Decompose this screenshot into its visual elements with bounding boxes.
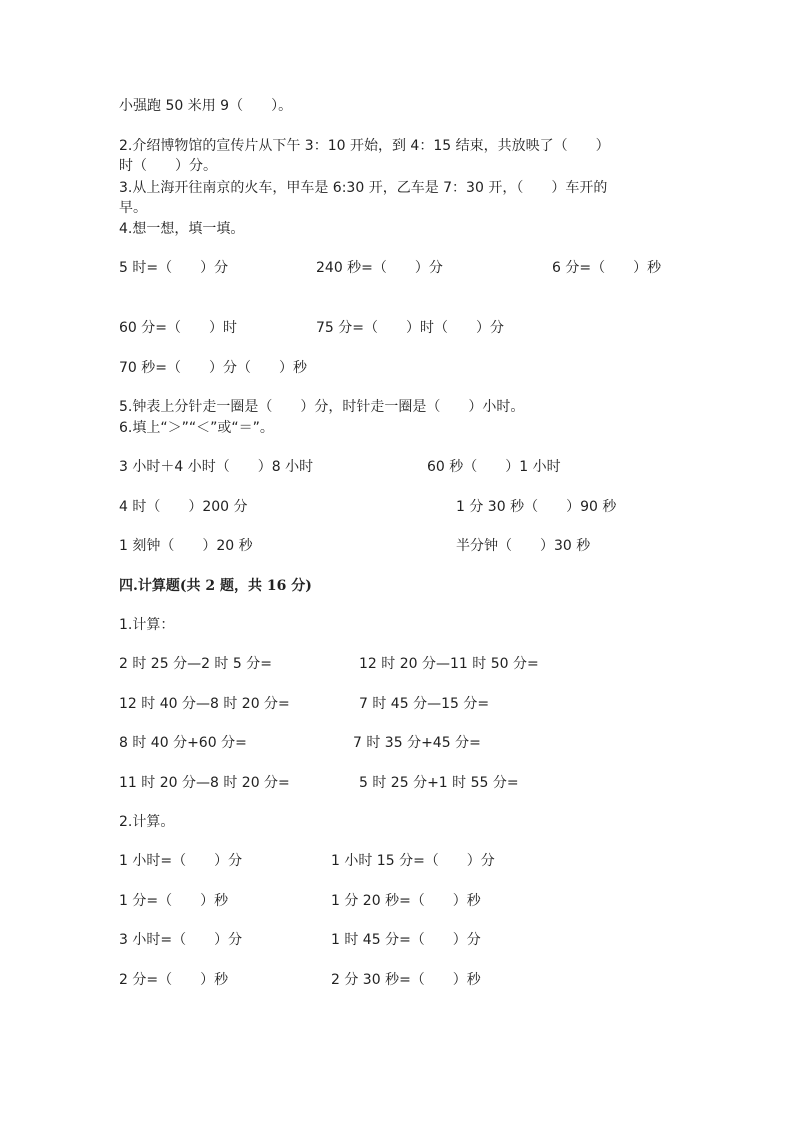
- q6-title: 6.填上“＞”“＜”或“＝”。: [119, 420, 274, 436]
- q6-item: 1 刻钟（ ）20 秒: [119, 538, 253, 554]
- calc1-item: 2 时 25 分—2 时 5 分=: [119, 656, 272, 672]
- q4-title: 4.想一想，填一填。: [119, 221, 245, 237]
- q4-item: 5 时=（ ）分: [119, 260, 229, 276]
- calc1-item: 7 时 35 分+45 分=: [353, 735, 481, 751]
- q4-item: 70 秒=（ ）分（ ）秒: [119, 360, 307, 376]
- q6-item: 3 小时＋4 小时（ ）8 小时: [119, 459, 314, 475]
- calc1-item: 5 时 25 分+1 时 55 分=: [359, 775, 519, 791]
- q2-line1: 2.介绍博物馆的宣传片从下午 3：10 开始，到 4：15 结束，共放映了（ ）: [119, 138, 610, 154]
- calc2-item: 1 小时=（ ）分: [119, 853, 243, 869]
- q2-line2: 时（ ）分。: [119, 158, 217, 174]
- q4-item: 75 分=（ ）时（ ）分: [316, 320, 504, 336]
- section-heading: 四.计算题(共 2 题，共 16 分): [119, 578, 312, 594]
- calc1-title: 1.计算：: [119, 617, 175, 633]
- q4-item: 60 分=（ ）时: [119, 320, 237, 336]
- q3-line1: 3.从上海开往南京的火车，甲车是 6:30 开，乙车是 7：30 开，（ ）车开的: [119, 180, 608, 196]
- calc1-item: 12 时 40 分—8 时 20 分=: [119, 696, 290, 712]
- q4-item: 6 分=（ ）秒: [552, 260, 662, 276]
- calc2-item: 1 分=（ ）秒: [119, 893, 229, 909]
- q3-line2: 早。: [119, 200, 147, 216]
- calc2-title: 2.计算。: [119, 814, 175, 830]
- q6-item: 4 时（ ）200 分: [119, 499, 248, 515]
- calc2-item: 3 小时=（ ）分: [119, 932, 243, 948]
- q6-item: 60 秒（ ）1 小时: [427, 459, 561, 475]
- q6-item: 半分钟（ ）30 秒: [456, 538, 591, 554]
- calc1-item: 8 时 40 分+60 分=: [119, 735, 247, 751]
- q5: 5.钟表上分针走一圈是（ ）分，时针走一圈是（ ）小时。: [119, 399, 525, 415]
- q6-item: 1 分 30 秒（ ）90 秒: [456, 499, 617, 515]
- calc1-item: 12 时 20 分—11 时 50 分=: [359, 656, 539, 672]
- calc1-item: 11 时 20 分—8 时 20 分=: [119, 775, 290, 791]
- calc2-item: 1 分 20 秒=（ ）秒: [331, 893, 481, 909]
- calc2-item: 2 分 30 秒=（ ）秒: [331, 972, 481, 988]
- calc1-item: 7 时 45 分—15 分=: [359, 696, 490, 712]
- q4-item: 240 秒=（ ）分: [316, 260, 443, 276]
- calc2-item: 2 分=（ ）秒: [119, 972, 229, 988]
- calc2-item: 1 时 45 分=（ ）分: [331, 932, 481, 948]
- calc2-item: 1 小时 15 分=（ ）分: [331, 853, 495, 869]
- q-run-time: 小强跑 50 米用 9（ ）。: [119, 98, 293, 114]
